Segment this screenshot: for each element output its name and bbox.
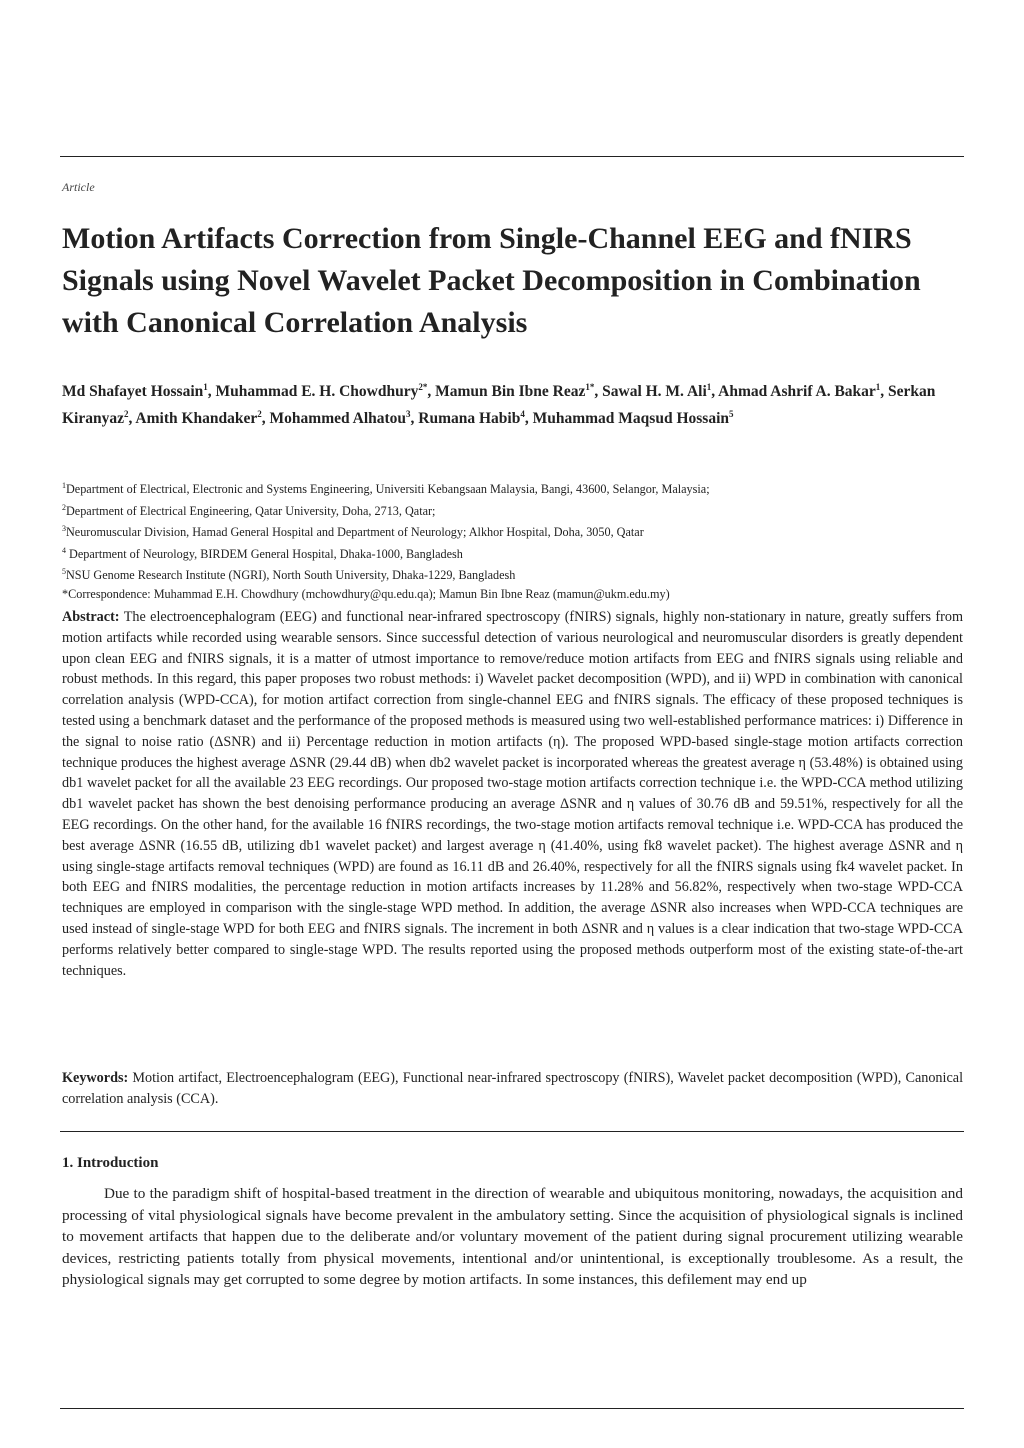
author-name: Amith Khandaker <box>135 410 258 428</box>
author-affiliation-marker: 1 <box>203 382 208 392</box>
affiliation-marker: 1 <box>62 481 66 490</box>
affiliation-marker: 2 <box>62 502 66 512</box>
author-affiliation-marker: 3 <box>406 409 411 420</box>
abstract-text: The electroencephalogram (EEG) and functional near-infrared spectroscopy (fNIRS) signals, highly non-stationary in nature, greatly suffers from motion artifacts while recorded using wearable sensors. Since successful detection of various neurological and neuromuscular disorders is greatly dependent upon clean EEG and fNIRS signals, it is a matter of utmost importance to remove/reduce motion artifacts from EEG and fNIRS signals using reliable and robust methods. In this regard, this paper proposes two robust methods: i) Wavelet packet decomposition (WPD), and ii) WPD in combination with canonical correlation analysis (WPD-CCA), for motion artifact correction from single-channel EEG and fNIRS signals. The efficacy of these proposed techniques is tested using a benchmark dataset and the performance of the proposed methods is measured using two well-established performance matrices: i) Difference in the signal to noise ratio (ΔSNR) and ii) Percentage reduction in motion artifacts (η). The proposed WPD-based single-stage motion artifacts correction technique produces the highest average ΔSNR (29.44 dB) when db2 wavelet packet is incorporated whereas the greatest average η (53.48%) is obtained using db1 wavelet packet for all the available 23 EEG recordings. Our proposed two-stage motion artifacts correction technique i.e. the WPD-CCA method utilizing db1 wavelet packet has shown the best denoising performance producing an average ΔSNR and η values of 30.76 dB and 59.51%, respectively for all the EEG recordings. On the other hand, for the available 16 fNIRS recordings, the two-stage motion artifacts removal technique i.e. WPD-CCA has produced the best average ΔSNR (16.55 dB, utilizing db1 wavelet packet) and largest average η (41.40%, using fk8 wavelet packet). The highest average ΔSNR and η using single-stage artifacts removal techniques (WPD) are found as 16.11 dB and 26.40%, respectively for all the fNIRS signals using fk4 wavelet packet. In both EEG and fNIRS modalities, the percentage reduction in motion artifacts increases by 11.28% and 56.82%, respectively when two-stage WPD-CCA techniques are employed in comparison with the single-stage WPD method. In addition, the average ΔSNR also increases when WPD-CCA techniques are used instead of single-stage WPD for both EEG and fNIRS signals. The increment in both ΔSNR and η values is a clear indication that two-stage WPD-CCA performs relatively better compared to single-stage WPD. The results reported using the proposed methods outperform most of the existing state-of-the-art techniques. <box>62 609 963 979</box>
author-affiliation-marker: 2 <box>257 409 262 420</box>
author-list: Md Shafayet Hossain$^1$, Muhammad E. H. Chowdhury$^{2*}$, Mamun Bin Ibne Reaz$^{1*}$, Sawal H. M. Ali$^1$, Ahmad Ashrif A. Bakar$^1$, Serkan Kiranyaz$^2$, Amith Khandaker$^2$, Mohammed Alhatou$^3$, Rumana Habib$^4$, Muhammad Maqsud Hossain$^5$ <box>62 382 936 428</box>
affiliation-item <box>62 542 962 564</box>
author-name: Serkan Kiranyaz <box>62 383 936 428</box>
affiliation-list <box>62 477 962 603</box>
keywords-paragraph <box>62 1068 963 1110</box>
affiliation-marker: 3 <box>62 524 66 534</box>
affiliation-text: NSU Genome Research Institute (NGRI), North South University, Dhaka-1229, Bangladesh <box>66 568 516 583</box>
section-divider <box>60 1131 964 1132</box>
affiliation-text: Department of Electrical, Electronic and Systems Engineering, Universiti Kebangsaan Malaysia, Bangi, 43600, Selangor, Malaysia; <box>66 482 710 497</box>
affiliation-text: Department of Electrical Engineering, Qatar University, Doha, 2713, Qatar; <box>66 503 436 518</box>
affiliation-item <box>62 520 962 542</box>
introduction-heading: 1. Introduction <box>62 1155 159 1171</box>
affiliation-text: Neuromuscular Division, Hamad General Hospital and Department of Neurology; Alkhor Hospital, Doha, 3050, Qatar <box>66 525 644 540</box>
affiliation-item <box>62 477 962 499</box>
keywords-text: Motion artifact, Electroencephalogram (EEG), Functional near-infrared spectroscopy (fNIRS), Wavelet packet decomposition (WPD), Canonical correlation analysis (CCA). <box>62 1070 964 1107</box>
author-name: Muhammad E. H. Chowdhury <box>215 383 419 401</box>
correspondence-line: *Correspondence: Muhammad E.H. Chowdhury (mchowdhury@qu.edu.qa); Mamun Bin Ibne Reaz (mamun@ukm.edu.my) <box>62 586 670 601</box>
author-name: Muhammad Maqsud Hossain <box>532 410 729 428</box>
affiliation-text: Department of Neurology, BIRDEM General Hospital, Dhaka-1000, Bangladesh <box>66 546 463 561</box>
author-name: Mohammed Alhatou <box>269 410 407 428</box>
affiliation-marker: 4 <box>62 545 66 555</box>
article-type-label: Article <box>62 180 95 194</box>
keywords-label: Keywords: <box>62 1070 129 1086</box>
author-affiliation-marker: 2 <box>124 409 129 420</box>
affiliation-item <box>62 563 962 585</box>
abstract-label: Abstract: <box>62 609 120 625</box>
author-affiliation-marker: 1* <box>585 382 595 392</box>
author-affiliation-marker: 5 <box>729 409 734 420</box>
author-affiliation-marker: 1 <box>706 382 712 392</box>
author-name: Mamun Bin Ibne Reaz <box>435 383 586 401</box>
author-affiliation-marker: 1 <box>875 382 881 392</box>
author-name: Sawal H. M. Ali <box>602 383 707 401</box>
author-name: Md Shafayet Hossain <box>62 383 204 401</box>
bottom-rule <box>60 1408 964 1409</box>
introduction-paragraph: Due to the paradigm shift of hospital-based treatment in the direction of wearable and ubiquitous monitoring, nowadays, the acquisition and processing of vital physiological signals have become prevalent in the ambulatory setting. Since the acquisition of physiological signals is inclined to movement artifacts that happen due to the deliberate and/or voluntary movement of the patient during signal procurement utilizing wearable devices, restricting patients totally from physical movements, intentional and/or unintentional, is exceptionally troublesome. As a result, the physiological signals may get corrupted to some degree by motion artifacts. In some instances, this defilement may end up <box>62 1185 963 1289</box>
top-rule <box>60 156 964 157</box>
affiliation-item <box>62 499 962 521</box>
paper-title: Motion Artifacts Correction from Single-Channel EEG and fNIRS Signals using Novel Wavelet Packet Decomposition in Combination with Canonical Correlation Analysis <box>62 222 921 339</box>
abstract-paragraph <box>62 607 963 981</box>
author-affiliation-marker: 2* <box>418 382 428 392</box>
author-affiliation-marker: 4 <box>520 409 525 420</box>
author-name: Ahmad Ashrif A. Bakar <box>718 383 876 401</box>
author-name: Rumana Habib <box>418 410 521 428</box>
affiliation-marker: 5 <box>62 567 66 577</box>
